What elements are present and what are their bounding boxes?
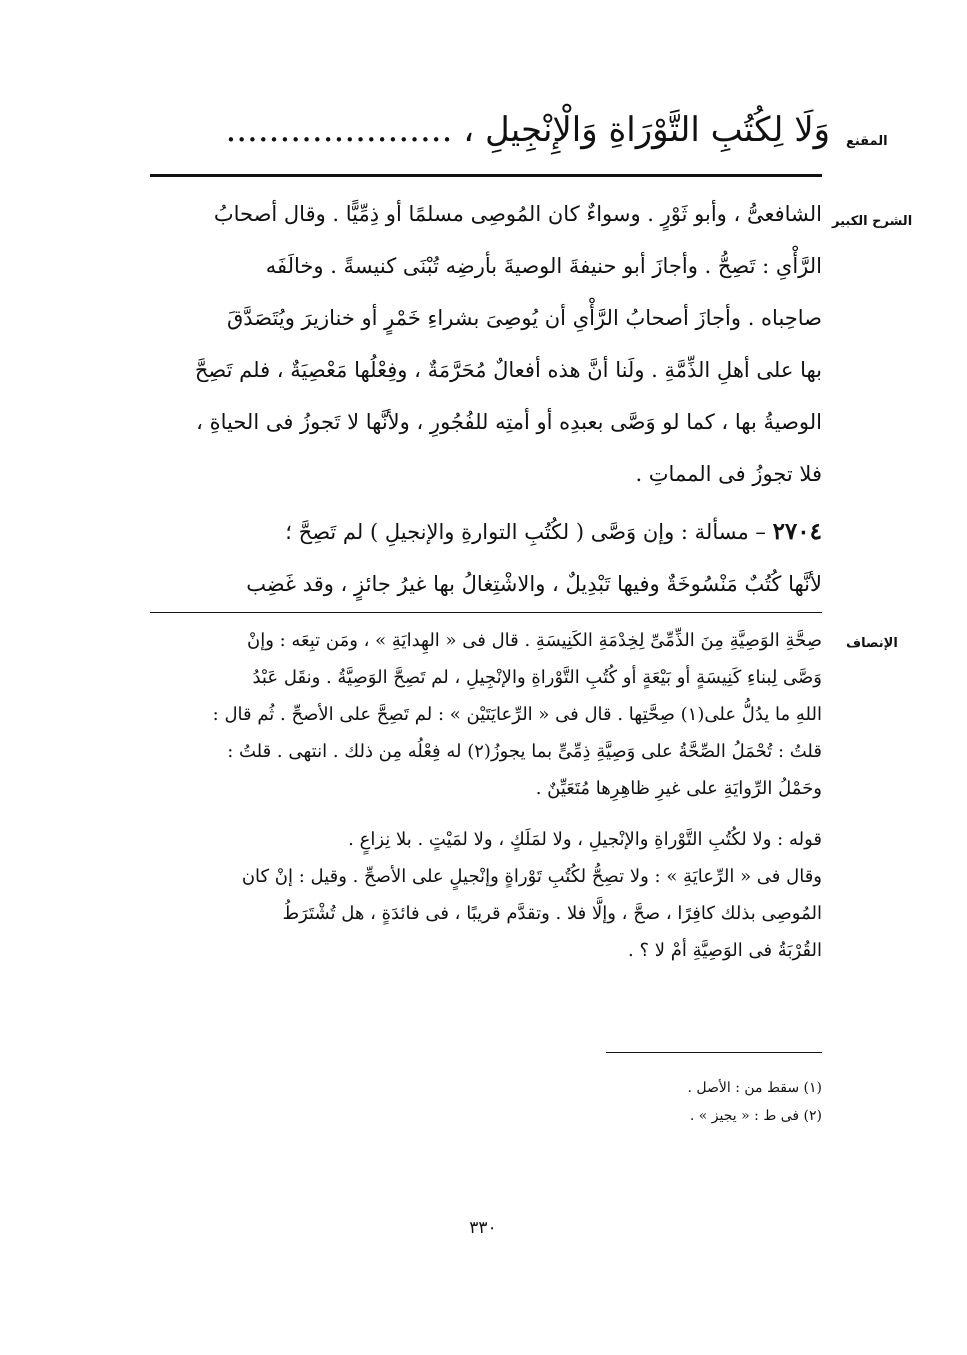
insaf-line: وقال فى « الرِّعايَةِ » : ولا تصِحُّ لكُتُبِ تَوْراةٍ وإنْجيلٍ على الأصحِّ . وقيل : إنْ كان (241, 866, 822, 887)
insaf-text (150, 622, 822, 969)
section-divider (150, 612, 822, 613)
sharh-line: بها على أهلِ الذِّمَّةِ . ولَنا أنَّ هذه أفعالٌ مُحَرَّمَةٌ ، وفِعْلُها مَعْصِيَةٌ ، فلم تَصِحَّ (194, 358, 822, 382)
matn-dots: ..................... (225, 110, 453, 150)
footnote-rule (606, 1052, 822, 1053)
insaf-line: اللهِ ما يدُلُّ على(١) صِحَّتِها . قال فى « الرِّعايَتَيْن » : لم تَصِحَّ على الأصحِّ . ثُم قال : (212, 704, 822, 725)
insaf-line: وحَمْلُ الرِّوايَةِ على غيرِ ظاهِرِها مُتَعَيِّنٌ . (535, 778, 822, 799)
sharh-label: الشرح الكبير (832, 214, 913, 229)
heading-rule (150, 174, 822, 177)
sharh-line: الوصيةُ بها ، كما لو وَصَّى بعبدِه أو أمتِه للفُجُورِ ، ولأنَّها لا تَجوزُ فى الحياةِ ، (196, 410, 822, 434)
sharh-line: الشافعىُّ ، وأبو ثَوْرٍ . وسواءٌ كان المُوصِى مسلمًا أو ذِمِّيًّا . وقال أصحابُ (213, 202, 822, 226)
insaf-line: القُرْبَةُ فى الوَصِيَّةِ أمْ لا ؟ . (628, 940, 822, 961)
masala-number: ٢٧٠٤ (772, 518, 822, 545)
insaf-label: الإنصاف (846, 636, 898, 651)
masala-title: – مسألة : وإن وَصَّى ( لكُتُبِ التوارةِ والإنجيلِ ) لم تَصِحَّ ؛ (285, 520, 766, 544)
matn-heading (150, 100, 830, 160)
footnote: (٢) فى ط : « يجيز » . (689, 1108, 822, 1124)
sharh-line: فلا تجوزُ فى المماتِ . (635, 462, 822, 486)
insaf-line: وَصَّى لِبناءِ كَنِيسَةٍ أو بَيْعَةٍ أو كُتُبِ التَّوْراةِ والإنْجِيلِ ، لم تَصِحَّ الوَصِيَّةُ . ونقَل عَبْدُ (252, 667, 822, 688)
footnote: (١) سقط من : الأصل . (687, 1080, 822, 1096)
insaf-line: قوله : ولا لكُتُبِ التَّوْراةِ والإنْجيلِ ، ولا لمَلَكٍ ، ولا لمَيْتٍ . بلا نِزاعٍ . (348, 829, 822, 850)
matn-text: وَلَا لِكُتُبِ التَّوْرَاةِ وَالْإِنْجِيلِ ، (463, 110, 830, 150)
insaf-line: المُوصِى بذلك كافِرًا ، صحَّ ، وإلَّا فلا . وتقدَّم قريبًا ، فى فائدَةٍ ، هل تُشْتَرَطُ (282, 903, 822, 924)
page-number: ٣٣٠ (469, 1218, 497, 1238)
insaf-line: قلتُ : تُحْمَلُ الصِّحَّةُ على وَصِيَّةِ ذِمِّىٍّ بما يجوزُ(٢) له فِعْلُه مِن ذلك . انتهى . قلتُ : (227, 741, 822, 762)
insaf-line: صِحَّةِ الوَصِيَّةِ مِنَ الذِّمِّىِّ لِخِدْمَةِ الكَنِيسَةِ . قال فى « الهِدايَةِ » ، ومَن تبِعَه : وإنْ (246, 630, 822, 651)
footnotes (500, 1074, 822, 1130)
sharh-text (150, 188, 822, 610)
sharh-line: لأنَّها كُتُبٌ مَنْسُوخَةٌ وفيها تَبْدِيلٌ ، والاشْتِغالُ بها غيرُ جائزٍ ، وقد غَضِب (246, 572, 822, 596)
sharh-line: صاحِباه . وأجازَ أصحابُ الرَّأْىِ أن يُوصِىَ بشراءِ خَمْرٍ أو خنازيرَ ويُتَصَدَّقَ (226, 306, 822, 330)
masala-line (150, 506, 822, 558)
sharh-line: الرَّأْىِ : تَصِحُّ . وأجازَ أبو حنيفةَ الوصيةَ بأرضِه تُبْنَى كنيسةً . وخالَفَه (265, 254, 822, 278)
muqni-label: المقنع (846, 134, 888, 149)
